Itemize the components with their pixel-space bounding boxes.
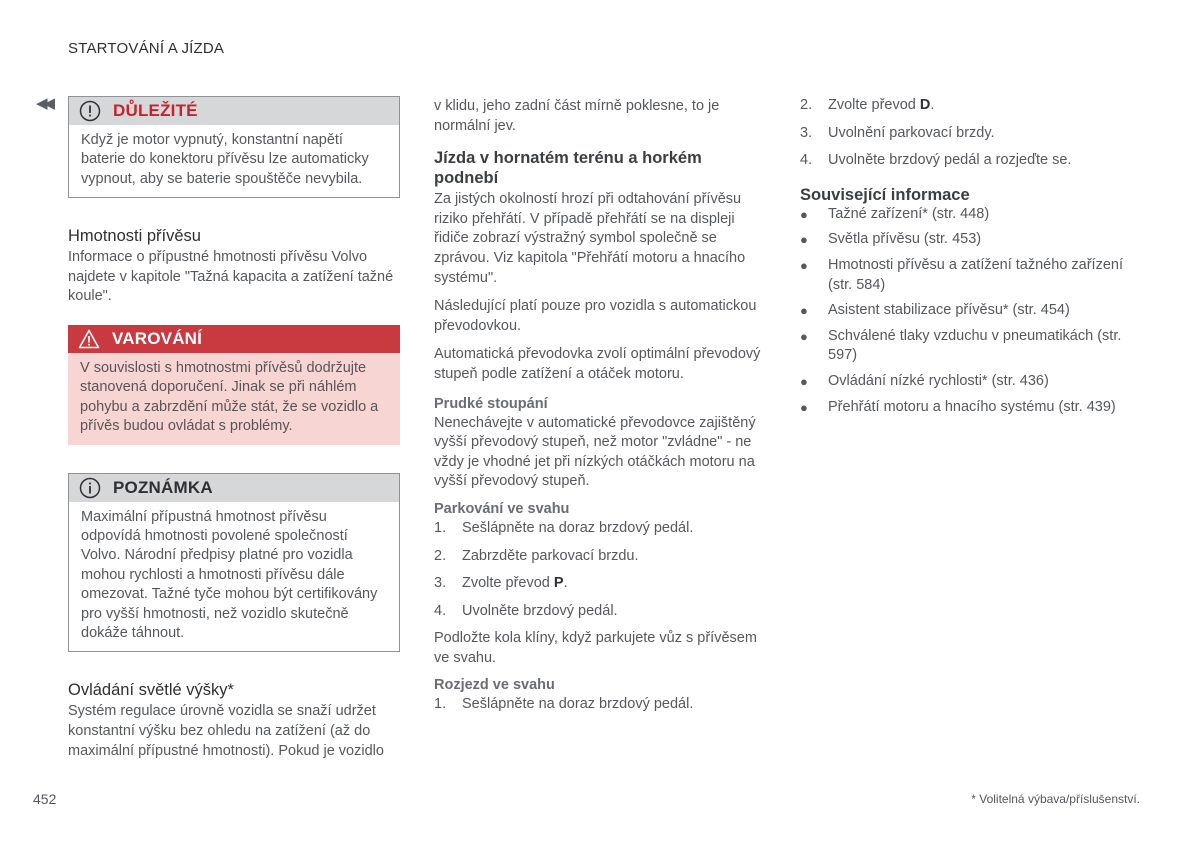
list-item: 4. Uvolněte brzdový pedál a rozjeďte se. <box>800 152 1072 169</box>
note-title: POZNÁMKA <box>113 477 213 497</box>
exclamation-circle-icon <box>79 100 101 122</box>
warning-header <box>68 325 400 353</box>
steep-text: Nenechávejte v automatické převodovce zajištěný vyšší převodový stupeň, než motor "zvládne" - ne vždy je vhodné jet při nízkých otáčkách motoru na vyšší převodový stupeň. <box>434 414 756 490</box>
start-steps-continued <box>800 96 1140 171</box>
note-text: Maximální přípustná hmotnost přívěsu odpovídá hmotnosti povolené společností Volvo. Národní předpisy platné pro vozidla mohou rychlosti a hmotnosti přívěsu dále omezovat. Tažné tyče mohou být certifikovány pro vyšší hmotnosti, než vozidlo skutečně dokáže táhnout. <box>81 508 378 642</box>
list-item: 2. Zvolte převod D. <box>800 97 935 113</box>
weights-text: Informace o přípustné hmotnosti přívěsu Volvo najdete v kapitole "Tažná kapacita a zatížení tažné koule". <box>68 249 394 305</box>
parking-heading: Parkování ve svahu <box>434 500 570 517</box>
hilly-text-3: Automatická převodovka zvolí optimální převodový stupeň podle zatížení a otáček motoru. <box>434 346 761 382</box>
start-steps <box>434 695 768 715</box>
related-link[interactable]: ● Přehřátí motoru a hnacího systému (str. 439) <box>800 398 1140 418</box>
bullet-icon: ● <box>800 303 808 319</box>
parking-steps <box>434 519 768 621</box>
bullet-icon: ● <box>800 373 808 389</box>
important-header <box>69 97 399 125</box>
related-heading: Související informace <box>800 185 970 204</box>
bullet-icon: ● <box>800 257 808 273</box>
page-number: 452 <box>33 791 57 807</box>
warning-box <box>68 325 400 445</box>
page-header: STARTOVÁNÍ A JÍZDA <box>68 40 225 57</box>
list-item: 1. Sešlápněte na doraz brzdový pedál. <box>434 519 694 536</box>
related-link[interactable]: ● Asistent stabilizace přívěsu* (str. 454) <box>800 301 1140 321</box>
level-text: Systém regulace úrovně vozidla se snaží udržet konstantní výšku bez ohledu na zatížení (až do maximální přípustné hmotnosti). Pokud je vozidlo <box>68 703 384 759</box>
column-1 <box>68 96 400 770</box>
weights-heading: Hmotnosti přívěsu <box>68 227 201 246</box>
important-text: Když je motor vypnutý, konstantní napětí baterie do konektoru přívěsu lze automaticky vypnout, aby se baterie spouštěče nevybila. <box>69 125 399 197</box>
warning-title: VAROVÁNÍ <box>112 329 203 348</box>
list-item: 4. Uvolněte brzdový pedál. <box>434 602 618 619</box>
start-heading: Rozjezd ve svahu <box>434 677 555 694</box>
list-item: 1. Sešlápněte na doraz brzdový pedál. <box>434 696 694 713</box>
list-item: 3. Zvolte převod P. <box>434 575 568 592</box>
warning-text: V souvislosti s hmotnostmi přívěsů dodržujte stanovená doporučení. Jinak se při náhlém pohybu a zabrzdění může stát, že se vozidlo a přívěs budou ovládat s problémy. <box>68 353 400 445</box>
info-circle-icon <box>79 477 101 499</box>
hilly-text-2: Následující platí pouze pro vozidla s automatickou převodovkou. <box>434 298 757 334</box>
list-item: 2. Zabrzděte parkovací brzdu. <box>434 547 639 564</box>
gear-symbol: D <box>919 97 931 113</box>
bullet-icon: ● <box>800 328 808 344</box>
steep-heading: Prudké stoupání <box>434 395 548 412</box>
column-2 <box>434 97 768 723</box>
note-box <box>68 473 400 653</box>
related-link[interactable]: ● Tažné zařízení* (str. 448) <box>800 205 1140 225</box>
bullet-icon: ● <box>800 232 808 248</box>
related-list <box>800 205 1140 417</box>
bullet-icon: ● <box>800 206 808 222</box>
related-link[interactable]: ● Světla přívěsu (str. 453) <box>800 230 1140 250</box>
note-header <box>69 474 399 502</box>
continued-text: v klidu, jeho zadní část mírně poklesne, to je normální jev. <box>434 98 720 134</box>
footnote: * Volitelná výbava/příslušenství. <box>971 792 1140 806</box>
warning-triangle-icon <box>78 328 100 350</box>
related-link[interactable]: ● Ovládání nízké rychlosti* (str. 436) <box>800 372 1140 392</box>
hilly-heading: Jízda v hornatém terénu a horkém podnebí <box>434 149 702 188</box>
related-link[interactable]: ● Schválené tlaky vzduchu v pneumatikách (str. 597) <box>800 327 1140 366</box>
previous-page-icon[interactable]: ◀◀ <box>36 95 52 112</box>
important-title: DŮLEŽITÉ <box>113 101 198 120</box>
parking-text: Podložte kola klíny, když parkujete vůz s přívěsem ve svahu. <box>434 630 757 666</box>
related-link[interactable]: ● Hmotnosti přívěsu a zatížení tažného zařízení (str. 584) <box>800 256 1140 295</box>
column-3 <box>800 96 1140 423</box>
bullet-icon: ● <box>800 399 808 415</box>
important-box <box>68 96 400 198</box>
list-item: 3. Uvolnění parkovací brzdy. <box>800 124 995 141</box>
level-heading: Ovládání světlé výšky* <box>68 681 234 700</box>
hilly-text-1: Za jistých okolností hrozí při odtahování přívěsu riziko přehřátí. V případě přehřátí se na displeji řidiče zobrazí výstražný symbol společně se zprávou. Viz kapitola "Přehřátí motoru a hnacího systému". <box>434 191 746 286</box>
gear-symbol: P <box>553 575 564 592</box>
